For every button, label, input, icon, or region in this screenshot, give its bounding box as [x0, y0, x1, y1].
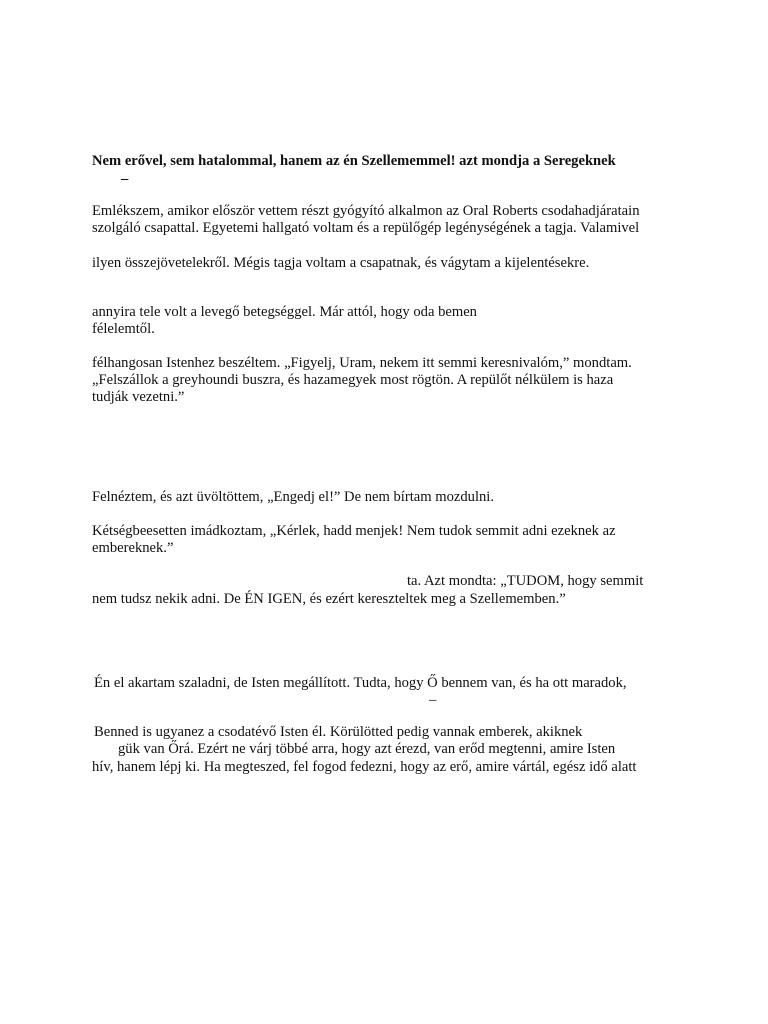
paragraph-3-line-2: „Felszállok a greyhoundi buszra, és hazamegyek most rögtön. A repülőt nélkülem is haza	[92, 372, 614, 388]
paragraph-8-line-2: gük van Őrá. Ezért ne várj többé arra, hogy azt érezd, van erőd megtenni, amire Isten	[118, 741, 616, 757]
paragraph-2-line-1: annyira tele volt a levegő betegséggel. Már attól, hogy oda bemen	[92, 304, 477, 320]
paragraph-3-line-1: félhangosan Istenhez beszéltem. „Figyelj, Uram, nekem itt semmi keresnivalóm,” mondtam.	[92, 355, 632, 371]
paragraph-7-line-1: Én el akartam szaladni, de Isten megállított. Tudta, hogy Ő bennem van, és ha ott maradok,	[94, 675, 627, 691]
paragraph-5-line-2: embereknek.”	[92, 540, 174, 556]
title-dash: –	[121, 171, 129, 187]
paragraph-3-line-3: tudják vezetni.”	[92, 389, 185, 405]
paragraph-1-line-3: ilyen összejövetelekről. Mégis tagja voltam a csapatnak, és vágytam a kijelentésekre.	[92, 255, 590, 271]
paragraph-6-line-1: ta. Azt mondta: „TUDOM, hogy semmit	[407, 573, 644, 589]
paragraph-1-line-1: Emlékszem, amikor először vettem részt gyógyító alkalmon az Oral Roberts csodahadjáratain	[92, 203, 640, 219]
paragraph-5-line-1: Kétségbeesetten imádkoztam, „Kérlek, hadd menjek! Nem tudok semmit adni ezeknek az	[92, 523, 616, 539]
paragraph-4-line-1: Felnéztem, és azt üvöltöttem, „Engedj el!” De nem bírtam mozdulni.	[92, 489, 495, 505]
paragraph-2-line-2: félelemtől.	[92, 321, 155, 337]
paragraph-1-line-2: szolgáló csapattal. Egyetemi hallgató voltam és a repülőgép legénységének a tagja. Valamivel	[92, 220, 640, 236]
paragraph-8-line-1: Benned is ugyanez a csodatévő Isten él. Körülötted pedig vannak emberek, akiknek	[94, 724, 583, 740]
paragraph-6-line-2: nem tudsz nekik adni. De ÉN IGEN, és ezért kereszteltek meg a Szellememben.”	[92, 591, 566, 607]
paragraph-8-line-3: hív, hanem lépj ki. Ha megteszed, fel fogod fedezni, hogy az erő, amire vártál, egész idő alatt	[92, 759, 637, 775]
paragraph-7-dash: –	[429, 692, 437, 708]
document-title: Nem erővel, sem hatalommal, hanem az én Szellememmel! azt mondja a Seregeknek	[92, 153, 616, 169]
